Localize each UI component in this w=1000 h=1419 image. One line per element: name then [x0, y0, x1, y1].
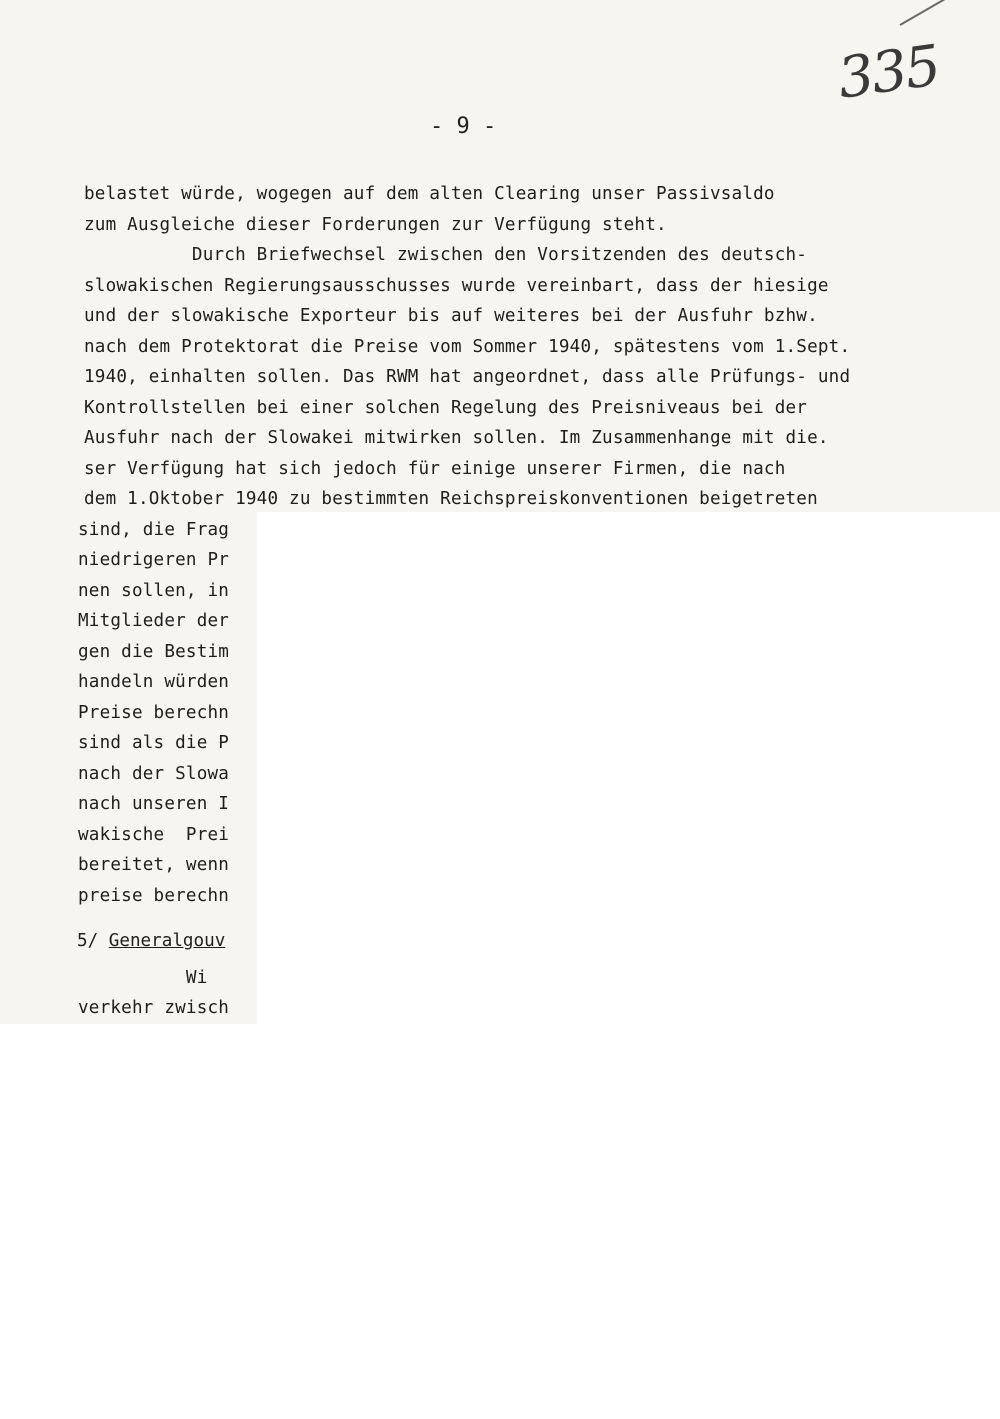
text-line: gen die Bestim: [78, 641, 230, 662]
handwritten-stroke: [900, 0, 962, 26]
text-line: zum Ausgleiche dieser Forderungen zur Verfügung steht.: [84, 214, 667, 235]
text-line: Preise berechn: [78, 702, 230, 723]
text-line: Mitglieder der: [78, 611, 230, 631]
text-line: Ausfuhr nach der Slowakei mitwirken sollen. Im Zusammenhange mit die.: [84, 428, 829, 448]
text-line: bereitet, wenn: [78, 855, 230, 875]
text-line: wakische Prei: [78, 824, 230, 845]
text-line: handeln würden: [78, 672, 230, 692]
text-line: dem 1.Oktober 1940 zu bestimmten Reichspreiskonventionen beigetreten: [84, 489, 818, 509]
text-line: preise berechn: [78, 885, 230, 906]
text-line: und der slowakische Exporteur bis auf weiteres bei der Ausfuhr bzhw.: [84, 306, 818, 326]
text-line: sind als die P: [78, 733, 230, 753]
text-line: 1940, einhalten sollen. Das RWM hat angeordnet, dass alle Prüfungs- und: [84, 367, 851, 387]
text-line: belastet würde, wogegen auf dem alten Clearing unser Passivsaldo: [84, 184, 775, 204]
text-line: ser Verfügung hat sich jedoch für einige unserer Firmen, die nach: [84, 458, 786, 479]
page-number: - 9 -: [430, 114, 497, 139]
section-heading: [77, 931, 225, 951]
text-line: nach der Slowa: [78, 763, 230, 784]
text-line: slowakischen Regierungsausschusses wurde vereinbart, dass der hiesige: [84, 275, 829, 296]
text-line: Durch Briefwechsel zwischen den Vorsitzenden des deutsch-: [84, 245, 808, 265]
section-title: Generalgouv: [108, 931, 226, 951]
text-line: nen sollen, in: [78, 580, 230, 601]
text-line: verkehr zwisch: [78, 998, 230, 1018]
blank-overlay: [257, 512, 1000, 1024]
text-line: sind, die Frag: [78, 519, 230, 540]
text-line: Kontrollstellen bei einer solchen Regelung des Preisniveaus bei der: [84, 397, 808, 418]
text-line: niedrigeren Pr: [78, 550, 230, 570]
text-line: Wi: [78, 968, 208, 988]
blank-lower-area: [0, 1024, 1000, 1419]
text-line: nach dem Protektorat die Preise vom Sommer 1940, spätestens vom 1.Sept.: [84, 336, 851, 357]
section-number: 5/: [77, 931, 99, 951]
text-line: nach unseren I: [78, 794, 230, 814]
handwritten-page-number: 335: [833, 33, 943, 112]
